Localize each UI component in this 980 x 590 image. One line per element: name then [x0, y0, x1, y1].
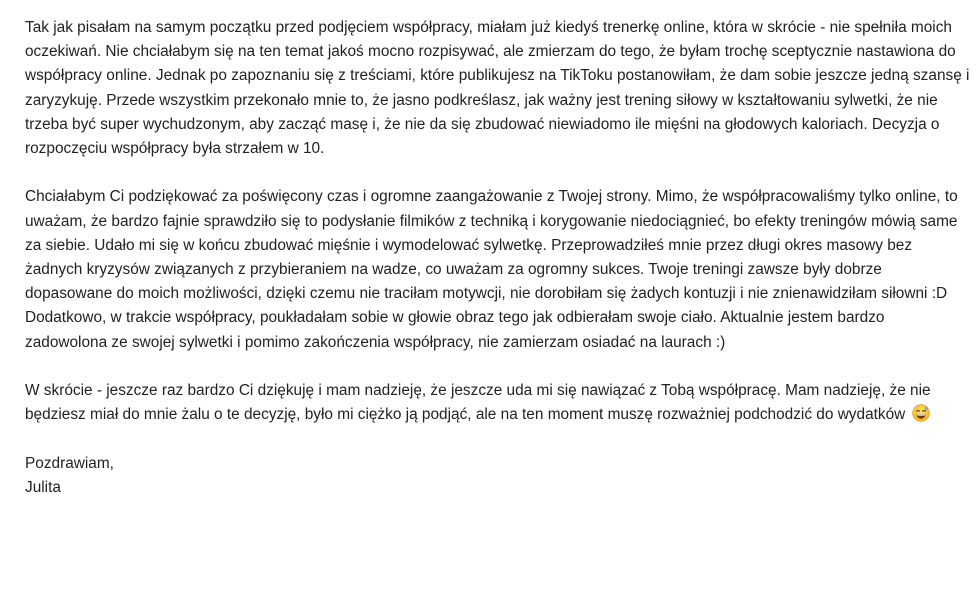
grinning-sweat-emoji-icon — [912, 404, 930, 422]
email-signature: Julita — [25, 478, 61, 496]
email-paragraph-3 — [25, 379, 970, 427]
email-paragraph-1: Tak jak pisałam na samym początku przed podjęciem współpracy, miałam już kiedyś trenerkę online, która w skrócie - nie spełniła moich oczekiwań. Nie chciałabym się na ten temat jakoś mocno rozpisywać, ale zmierzam do tego, że byłam trochę sceptycznie nastawiona do współpracy online. Jednak po zapoznaniu się z treściami, które publikujesz na TikToku postanowiłam, że dam sobie jeszcze jedną szansę i zaryzykuję. Przede wszystkim przekonało mnie to, że jasno podkreślasz, jak ważny jest trening siłowy w kształtowaniu sylwetki, że nie trzeba być super wychudzonym, aby zacząć masę i, że nie da się zbudować niewiadomo ile mięśni na głodowych kaloriach. Decyzja o rozpoczęciu współpracy była strzałem w 10. — [25, 19, 970, 158]
email-paragraph-2: Chciałabym Ci podziękować za poświęcony czas i ogromne zaangażowanie z Twojej strony. Mimo, że współpracowaliśmy tylko online, to uważam, że bardzo fajnie sprawdziło się to podysłanie filmików z techniką i korygowanie niedociągnieć, bo efekty treningów mówią same za siebie. Udało mi się w końcu zbudować mięśnie i wymodelować sylwetkę. Przeprowadziłeś mnie przez długi okres masowy bez żadnych kryzysów związanych z przybieraniem na wadze, co uważam za ogromny sukces. Twoje treningi zawsze były dobrze dopasowane do moich możliwości, dzięki czemu nie traciłam motywcji, nie dorobiłam się żadych kontuzji i nie znienawidziłam siłowni :D Dodatkowo, w trakcie współpracy, poukładałam sobie w głowie obraz tego jak odbierałam swoje ciało. Aktualnie jestem bardzo zadowolona ze swojej sylwetki i pomimo zakończenia współpracy, nie zamierzam osiadać na laurach :) — [25, 188, 958, 351]
email-body — [25, 16, 970, 500]
email-closing: Pozdrawiam, — [25, 454, 114, 472]
email-paragraph-3-text: W skrócie - jeszcze raz bardzo Ci dziękuję i mam nadzieję, że jeszcze uda mi się nawiązać z Tobą współpracę. Mam nadzieję, że nie będziesz miał do mnie żalu o te decyzję, było mi ciężko ją podjąć, ale na ten moment muszę rozważniej podchodzić do wydatków — [25, 382, 931, 424]
